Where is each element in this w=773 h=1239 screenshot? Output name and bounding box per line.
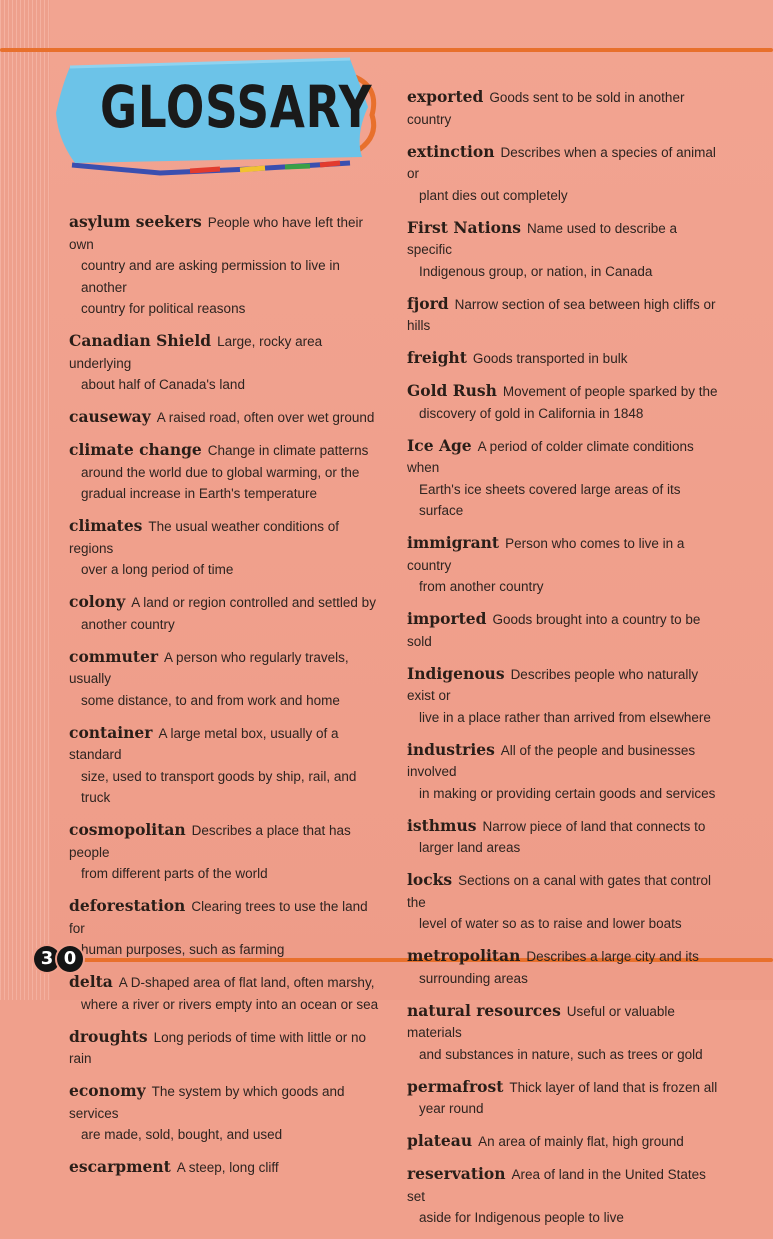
glossary-term: reservation [407,1164,506,1183]
glossary-definition-continued: surrounding areas [419,970,528,986]
glossary-term: climate change [69,440,202,459]
glossary-definition: A person who regularly travels, usually [69,649,349,686]
page-edge-strip [0,0,50,1000]
glossary-entry [407,1076,725,1120]
glossary-definition: Long periods of time with little or no rain [69,1029,366,1066]
glossary-definition-continued: larger land areas [419,840,521,855]
glossary-entry-first-line [407,869,725,913]
glossary-term: locks [407,870,453,889]
glossary-definition: Large, rocky area underlying [69,334,323,371]
glossary-entry [69,722,379,809]
glossary-entry-first-line [69,330,379,374]
glossary-left-column [69,211,379,1189]
glossary-entry-first-line [69,722,379,766]
glossary-term: delta [69,972,113,991]
glossary-term: climates [69,516,143,535]
page-number [34,946,80,972]
glossary-definition-continued: country for political reasons [81,301,246,316]
glossary-entry-first-line [407,1000,725,1044]
glossary-term: droughts [69,1026,148,1046]
glossary-definition-continued: year round [419,1101,484,1116]
glossary-definition-continued: country and are asking permission to live in another [81,258,340,295]
glossary-entry [407,869,725,935]
glossary-entry-first-line [69,439,379,462]
glossary-entry [69,406,379,429]
glossary-entry [69,591,379,635]
glossary-term: asylum seekers [69,212,202,231]
page-number-digit: 0 [57,946,83,972]
glossary-definition: Area of land in the United States set [407,1167,706,1204]
glossary-definition-continued: size, used to transport goods by ship, rail, and truck [81,768,357,805]
glossary-definition-continued: where a river or rivers empty into an ocean or sea [81,996,379,1012]
glossary-definition: Person who comes to live in a country [407,536,685,573]
glossary-entry [407,217,725,283]
glossary-entry-first-line [407,1130,725,1153]
glossary-term: imported [407,609,487,628]
glossary-definition: A large metal box, usually of a standard [69,725,339,762]
glossary-definition: Describes a large city and its [526,949,699,964]
glossary-term: extinction [407,141,495,161]
glossary-term: fjord [407,293,449,313]
glossary-entry [69,895,379,961]
glossary-term: exported [407,87,484,106]
glossary-definition: Describes a place that has people [69,823,351,860]
glossary-entry-first-line [407,945,725,968]
glossary-entry [407,435,725,522]
glossary-entry [407,347,725,370]
glossary-definition-continued: Earth's ice sheets covered large areas of its surface [419,481,681,518]
glossary-entry-first-line [407,1076,725,1099]
glossary-definition: A period of colder climate conditions when [407,438,694,475]
glossary-term: cosmopolitan [69,820,186,839]
glossary-definition: Narrow section of sea between high cliffs or hills [407,296,716,333]
glossary-definition: All of the people and businesses involved [407,742,696,779]
glossary-entry [69,819,379,885]
glossary-entry-first-line [69,895,379,939]
glossary-entry-first-line [407,435,725,479]
glossary-definition: Useful or valuable materials [407,1003,675,1040]
glossary-entry-first-line [69,1080,379,1124]
glossary-definition: The system by which goods and services [69,1084,345,1121]
glossary-entry [69,515,379,581]
glossary-entry-first-line [69,406,379,429]
glossary-definition: A land or region controlled and settled by [131,595,376,610]
glossary-term: metropolitan [407,946,521,965]
glossary-definition: People who have left their own [69,215,364,252]
glossary-definition: Goods transported in bulk [472,351,628,366]
title-banner [50,45,390,190]
glossary-term: First Nations [407,217,521,237]
glossary-definition-continued: level of water so as to raise and lower boats [419,916,682,931]
glossary-entry-first-line [69,211,379,255]
glossary-definition-continued: around the world due to global warming, or the [81,464,360,480]
glossary-definition-continued: about half of Canada's land [81,377,245,392]
glossary-entry-first-line [407,663,725,707]
glossary-definition: A steep, long cliff [176,1160,279,1175]
glossary-term: causeway [69,407,151,426]
glossary-entry [407,945,725,989]
glossary-entry-first-line [407,141,725,185]
glossary-definition: A raised road, often over wet ground [156,410,375,425]
glossary-term: Indigenous [407,663,505,683]
glossary-entry-first-line [69,819,379,863]
glossary-definition-continued: over a long period of time [81,562,234,577]
glossary-definition-continued: live in a place rather than arrived from elsewhere [419,709,711,725]
glossary-definition: Narrow piece of land that connects to [482,818,706,834]
glossary-entry [407,1163,725,1229]
glossary-definition: A D-shaped area of flat land, often marshy, [118,975,375,990]
glossary-entry-first-line [407,532,725,576]
glossary-term: industries [407,739,495,759]
glossary-entry [407,663,725,729]
glossary-term: Gold Rush [407,381,497,400]
glossary-definition: Goods brought into a country to be sold [407,612,701,649]
glossary-definition: An area of mainly flat, high ground [478,1134,684,1149]
glossary-term: Canadian Shield [69,331,212,350]
glossary-entry [407,1000,725,1066]
glossary-definition-continued: and substances in nature, such as trees or gold [419,1046,703,1062]
glossary-entry [69,1026,379,1070]
glossary-entry [69,1080,379,1146]
glossary-definition-continued: gradual increase in Earth's temperature [81,486,317,501]
glossary-definition-continued: are made, sold, bought, and used [81,1127,283,1142]
glossary-definition: Change in climate patterns [207,443,369,458]
glossary-entry-first-line [407,815,725,838]
glossary-term: plateau [407,1131,473,1150]
glossary-entry-first-line [407,608,725,652]
glossary-entry-first-line [69,515,379,559]
glossary-definition-continued: some distance, to and from work and home [81,692,340,708]
glossary-definition-continued: another country [81,616,175,632]
glossary-entry [407,380,725,424]
glossary-term: freight [407,348,467,367]
glossary-entry [407,141,725,207]
glossary-definition-continued: aside for Indigenous people to live [419,1210,624,1225]
glossary-definition-continued: from another country [419,579,544,594]
glossary-entry [407,815,725,859]
glossary-entry [69,211,379,320]
glossary-entry [69,330,379,396]
glossary-definition: Name used to describe a specific [407,220,678,257]
glossary-entry-first-line [407,293,725,337]
glossary-entry [69,1156,379,1179]
glossary-entry-first-line [69,1156,379,1179]
glossary-entry [407,608,725,652]
glossary-term: colony [69,592,126,611]
glossary-entry [407,86,725,130]
glossary-definition: Describes people who naturally exist or [407,666,699,703]
glossary-term: economy [69,1081,146,1100]
glossary-entry-first-line [407,86,725,130]
glossary-term: Ice Age [407,435,472,455]
glossary-entry [69,646,379,712]
glossary-entry [69,971,379,1015]
glossary-entry [69,439,379,505]
glossary-term: natural resources [407,1000,561,1020]
glossary-right-column [407,86,725,1239]
glossary-term: isthmus [407,815,477,835]
glossary-definition-continued: discovery of gold in California in 1848 [419,405,644,421]
glossary-definition: Thick layer of land that is frozen all [509,1079,718,1095]
glossary-entry-first-line [69,591,379,614]
glossary-entry-first-line [407,217,725,261]
glossary-entry-first-line [407,380,725,403]
glossary-entry [407,1130,725,1153]
glossary-term: commuter [69,646,159,666]
glossary-definition: Sections on a canal with gates that control the [407,873,712,910]
glossary-term: deforestation [69,896,186,915]
glossary-term: container [69,722,153,742]
glossary-definition-continued: Indigenous group, or nation, in Canada [419,263,653,279]
glossary-entry-first-line [69,971,379,994]
glossary-entry-first-line [407,347,725,370]
glossary-definition-continued: in making or providing certain goods and services [419,785,716,801]
glossary-definition-continued: human purposes, such as farming [81,942,285,957]
glossary-entry [407,739,725,805]
glossary-definition: Describes when a species of animal or [407,144,716,181]
glossary-entry-first-line [407,1163,725,1207]
glossary-term: escarpment [69,1157,171,1176]
glossary-definition: Movement of people sparked by the [502,384,718,399]
glossary-entry-first-line [69,1026,379,1070]
page-number-digit: 3 [34,946,60,972]
glossary-entry [407,532,725,598]
glossary-entry-first-line [69,646,379,690]
glossary-entry [407,293,725,337]
page-title: GLOSSARY [100,73,373,141]
glossary-definition: The usual weather conditions of regions [69,519,340,556]
glossary-entry-first-line [407,739,725,783]
glossary-term: permafrost [407,1076,504,1096]
glossary-definition-continued: plant dies out completely [419,187,568,203]
glossary-definition: Goods sent to be sold in another country [407,90,685,127]
glossary-definition: Clearing trees to use the land for [69,899,368,936]
glossary-definition-continued: from different parts of the world [81,866,268,881]
glossary-term: immigrant [407,533,500,552]
